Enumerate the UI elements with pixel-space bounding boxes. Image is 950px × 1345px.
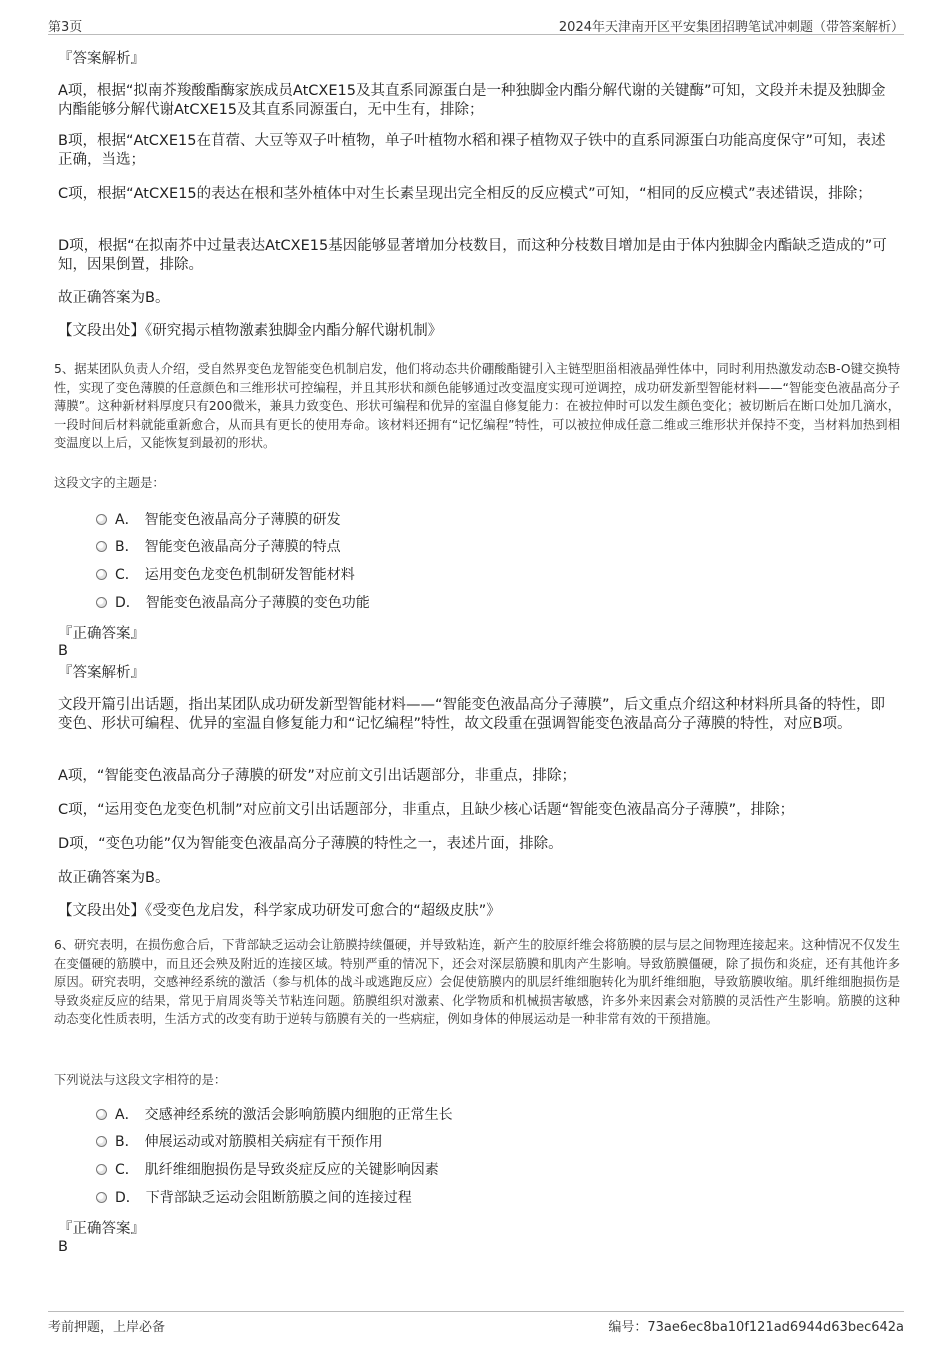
q5-answer-heading: 『正确答案』 — [58, 626, 145, 642]
q4-analysis-d: D项，根据“在拟南芥中过量表达AtCXE15基因能够显著增加分枝数目，而这种分枝数目增加是由于体内独脚金内酯缺乏造成的”可知，因果倒置，排除。 — [58, 238, 887, 273]
q5-analysis-a: A项，“智能变色液晶高分子薄膜的研发”对应前文引出话题部分，非重点，排除； — [58, 768, 576, 784]
q6-stem: 6、研究表明，在损伤愈合后，下背部缺乏运动会让筋膜持续僵硬，并导致粘连，新产生的胶原纤维会将筋膜的层与层之间物理连接起来。这种情况不仅发生在变僵硬的筋膜中，而且还会殃及附近的连接区域。特别严重的情况下，还会对深层筋膜和肌肉产生影响。导致筋膜僵硬，除了损伤和炎症，还有其他许多原因。研究表明，交感神经系统的激活（参与机体的战斗或逃跑反应）会促使筋膜内的肌层纤维细胞转化为肌纤维细胞，导致筋膜收缩。肌纤维细胞损伤是导致炎症反应的结果，常见于肩周炎等关节粘连问题。筋膜组织对激素、化学物质和机械损害敏感，许多外来因素会对筋膜的灵活性产生影响。筋膜的这种动态变化性质表明，生活方式的改变有助于逆转与筋膜有关的一些病症，例如身体的伸展运动是一种非常有效的干预措施。 — [54, 938, 900, 1026]
radio-icon[interactable] — [96, 597, 107, 608]
q6-option-d[interactable]: D． 下背部缺乏运动会阻断筋膜之间的连接过程 — [96, 1188, 412, 1208]
page-header — [48, 14, 904, 35]
q6-option-b[interactable]: B． 伸展运动或对筋膜相关病症有干预作用 — [96, 1132, 383, 1152]
q5-option-a[interactable]: A． 智能变色液晶高分子薄膜的研发 — [96, 510, 341, 530]
page-number: 第3页 — [48, 20, 83, 35]
radio-icon[interactable] — [96, 1109, 107, 1120]
q5-analysis-d: D项，“变色功能”仅为智能变色液晶高分子薄膜的特性之一，表述片面，排除。 — [58, 836, 563, 852]
q5-analysis-c: C项，“运用变色龙变色机制”对应前文引出话题部分，非重点，且缺少核心话题“智能变色液晶高分子薄膜”，排除； — [58, 802, 795, 818]
q4-conclusion: 故正确答案为B。 — [58, 290, 170, 306]
q5-source: 【文段出处】《受变色龙启发，科学家成功研发可愈合的“超级皮肤”》 — [58, 903, 501, 919]
radio-icon[interactable] — [96, 1136, 107, 1147]
q4-source: 【文段出处】《研究揭示植物激素独脚金内酯分解代谢机制》 — [58, 323, 443, 339]
q4-analysis-b: B项，根据“AtCXE15在苜蓿、大豆等双子叶植物，单子叶植物水稻和裸子植物双子铁中的直系同源蛋白功能高度保守”可知，表述正确，当选； — [58, 133, 886, 168]
q5-analysis-heading: 『答案解析』 — [58, 665, 145, 681]
q4-analysis-c: C项，根据“AtCXE15的表达在根和茎外植体中对生长素呈现出完全相反的反应模式”可知，“相同的反应模式”表述错误，排除； — [58, 186, 872, 202]
q5-option-c[interactable]: C． 运用变色龙变色机制研发智能材料 — [96, 565, 355, 585]
q6-option-a[interactable]: A． 交感神经系统的激活会影响筋膜内细胞的正常生长 — [96, 1105, 453, 1125]
q5-question: 这段文字的主题是： — [54, 476, 165, 490]
document-title: 2024年天津南开区平安集团招聘笔试冲刺题（带答案解析） — [558, 20, 904, 35]
q6-option-c[interactable]: C． 肌纤维细胞损伤是导致炎症反应的关键影响因素 — [96, 1160, 439, 1180]
q5-stem: 5、据某团队负责人介绍，受自然界变色龙智能变色机制启发，他们将动态共价硼酸酯键引入主链型胆甾相液晶弹性体中，同时利用热激发动态B-O键交换特性，实现了变色薄膜的任意颜色和三维形状可控编程，并且其形状和颜色能够通过改变温度实现可逆调控，成功研发新型智能材料——“智能变色液晶高分子薄膜”。这种新材料厚度只有200微米，兼具力致变色、形状可编程和优异的室温自修复能力：在被拉伸时可以发生颜色变化；被切断后在断口处加几滴水，一段时间后材料就能重新愈合，从而具有更长的使用寿命。该材料还拥有“记忆编程”特性，可以被拉伸成任意二维或三维形状并保持不变，当材料加热到相变温度以上后，又能恢复到最初的形状。 — [54, 362, 900, 450]
radio-icon[interactable] — [96, 569, 107, 580]
page-footer — [48, 1311, 904, 1334]
document-id: 编号：73ae6ec8ba10f121ad6944d63bec642a — [608, 1320, 904, 1335]
q6-question: 下列说法与这段文字相符的是： — [54, 1073, 227, 1087]
q5-conclusion: 故正确答案为B。 — [58, 870, 170, 886]
q5-option-b[interactable]: B． 智能变色液晶高分子薄膜的特点 — [96, 537, 341, 557]
radio-icon[interactable] — [96, 1164, 107, 1175]
q4-analysis-heading: 『答案解析』 — [58, 51, 145, 67]
footer-slogan: 考前押题，上岸必备 — [48, 1320, 166, 1335]
q6-answer-heading: 『正确答案』 — [58, 1221, 145, 1237]
radio-icon[interactable] — [96, 514, 107, 525]
radio-icon[interactable] — [96, 1192, 107, 1203]
q6-answer: B — [58, 1239, 68, 1255]
q4-analysis-a: A项，根据“拟南芥羧酸酯酶家族成员AtCXE15及其直系同源蛋白是一种独脚金内酯分解代谢的关键酶”可知，文段并未提及独脚金内酯能够分解代谢AtCXE15及其直系同源蛋白，无中生有，排除； — [58, 83, 886, 118]
q5-option-d[interactable]: D． 智能变色液晶高分子薄膜的变色功能 — [96, 593, 370, 613]
radio-icon[interactable] — [96, 541, 107, 552]
q5-answer: B — [58, 643, 68, 659]
q5-analysis-text: 文段开篇引出话题，指出某团队成功研发新型智能材料——“智能变色液晶高分子薄膜”，后文重点介绍这种材料所具备的特性，即变色、形状可编程、优异的室温自修复能力和“记忆编程”特性，故文段重在强调智能变色液晶高分子薄膜的特性，对应B项。 — [58, 697, 886, 732]
